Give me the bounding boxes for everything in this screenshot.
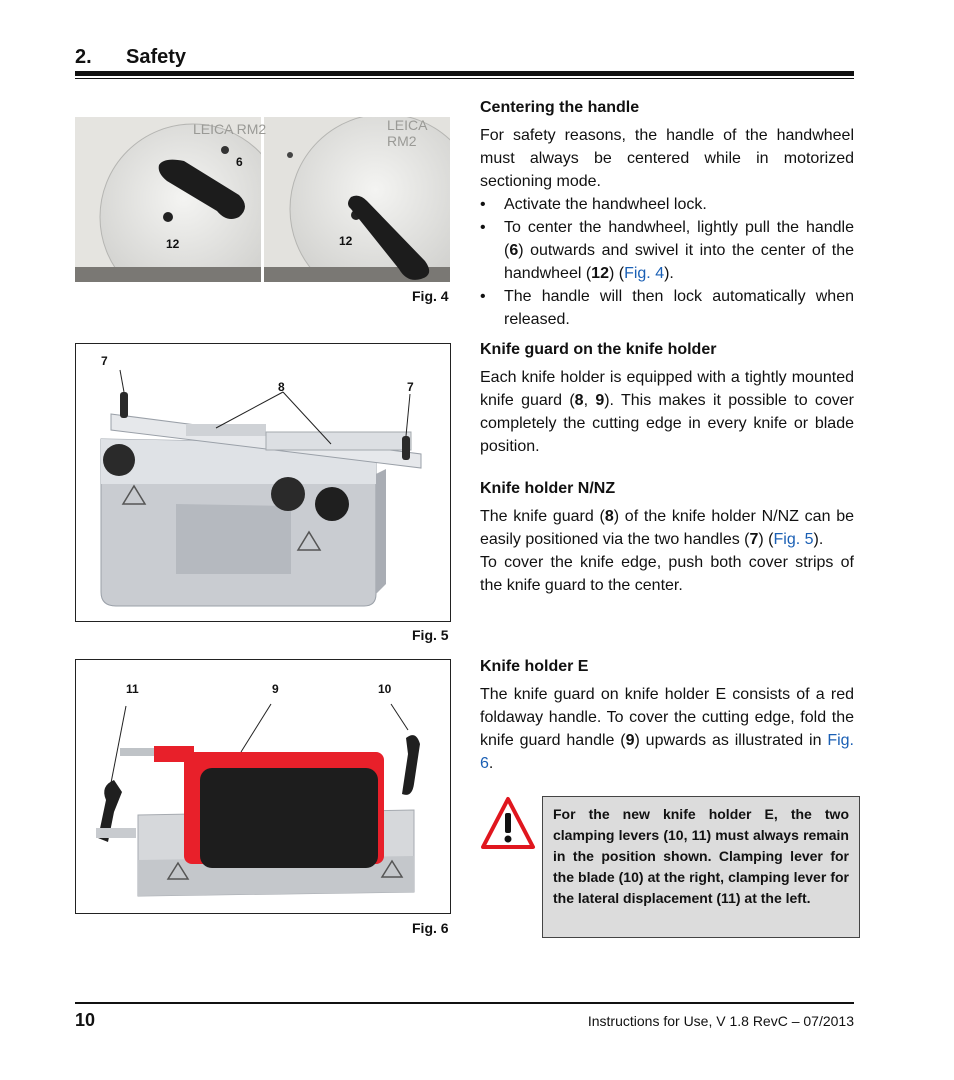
step2-text-a: To center the handwheel, lightly pull the handle ( [504, 219, 854, 259]
section-centering [480, 96, 854, 331]
page-number: 10 [75, 1010, 96, 1030]
footer-rule [75, 1002, 854, 1004]
fig5-link[interactable]: Fig. 5 [773, 531, 814, 548]
kg-text-e: ). This makes it possible to cover completely the cutting edge in every knife or blade position. [480, 392, 855, 455]
callout-12-left: 12 [166, 237, 180, 251]
step2-text-e: ) ( [608, 265, 625, 282]
nz-text-e: ) ( [758, 531, 774, 548]
figure-4-label: Fig. 4 [412, 288, 449, 304]
kg-text-c: , [583, 392, 596, 409]
section-knife-holder-nz [480, 477, 854, 597]
kg-ref-8: 8 [574, 392, 584, 409]
section-title: Safety [126, 46, 187, 68]
centering-steps [480, 193, 854, 331]
callout-10: 10 [378, 682, 392, 696]
nz-text-c: ) of the knife holder N/NZ can be easily positioned via the two handles ( [480, 508, 854, 548]
knife-guard-paragraph [480, 366, 854, 458]
callout-7-left: 7 [101, 354, 108, 368]
fig6-link[interactable]: Fig. 6 [480, 732, 854, 772]
centering-heading: Centering the handle [480, 99, 640, 116]
step2-ref-12: 12 [591, 265, 609, 282]
e-text-a: The knife guard on knife holder E consists of a red foldaway handle. To cover the cutting edge, fold the knife guard handle ( [480, 686, 854, 749]
nz-text-a: The knife guard ( [480, 508, 605, 525]
e-paragraph [480, 683, 854, 775]
centering-step-2 [480, 216, 854, 285]
nz-ref-8: 8 [604, 508, 614, 525]
callout-11: 11 [126, 682, 139, 696]
section-knife-guard [480, 338, 854, 458]
warning-box: For the new knife holder E, the two clamping levers (10, 11) must always remain in the position shown. Clamping lever for the blade (10) at the right, clamping lever for the lateral displacement (11) at the left. [542, 796, 860, 938]
brand-text-left: LEICA RM2 [193, 121, 267, 137]
step2-ref-6: 6 [509, 242, 519, 259]
warning-icon [480, 796, 536, 850]
figure-4-image [75, 117, 450, 282]
kg-text-a: Each knife holder is equipped with a tightly mounted knife guard ( [480, 369, 854, 409]
step2-text-c: ) outwards and swivel it into the center of the handwheel ( [504, 242, 854, 282]
centering-intro: For safety reasons, the handle of the handwheel must always be centered while in motorized sectioning mode. [480, 127, 854, 190]
nz-heading: Knife holder N/NZ [480, 480, 616, 497]
callout-6: 6 [236, 155, 243, 169]
callout-12-right: 12 [339, 234, 353, 248]
nz-paragraph [480, 505, 854, 551]
header-rule-thick [75, 71, 854, 76]
nz-ref-7: 7 [749, 531, 759, 548]
kg-ref-9: 9 [595, 392, 605, 409]
figure-5-label: Fig. 5 [412, 627, 449, 643]
e-text-d: . [488, 755, 494, 772]
section-heading [75, 46, 186, 69]
fig4-link[interactable]: Fig. 4 [624, 265, 665, 282]
e-heading: Knife holder E [480, 658, 589, 675]
callout-9: 9 [272, 682, 279, 696]
nz-text-f: ). [813, 531, 824, 548]
section-number: 2. [75, 46, 92, 68]
step2-text-f: ). [664, 265, 674, 282]
nz-paragraph-2: To cover the knife edge, push both cover strips of the knife guard to the center. [480, 554, 854, 594]
e-text-c: ) upwards as illustrated in [634, 732, 828, 749]
header-rule-thin [75, 78, 854, 79]
centering-step-3: • The handle will then lock automatically when released. [480, 285, 854, 331]
figure-6-image [75, 659, 451, 914]
e-ref-9: 9 [625, 732, 635, 749]
knife-guard-heading: Knife guard on the knife holder [480, 341, 717, 358]
callout-8: 8 [278, 380, 285, 394]
figure-6-label: Fig. 6 [412, 920, 449, 936]
centering-step-1: • Activate the handwheel lock. [480, 193, 854, 216]
figure-5-image [75, 343, 451, 622]
callout-7-right: 7 [407, 380, 414, 394]
document-info: Instructions for Use, V 1.8 RevC – 07/2013 [587, 1013, 854, 1029]
section-knife-holder-e [480, 655, 854, 775]
brand-text-right: LEICA RM2 [387, 117, 427, 149]
